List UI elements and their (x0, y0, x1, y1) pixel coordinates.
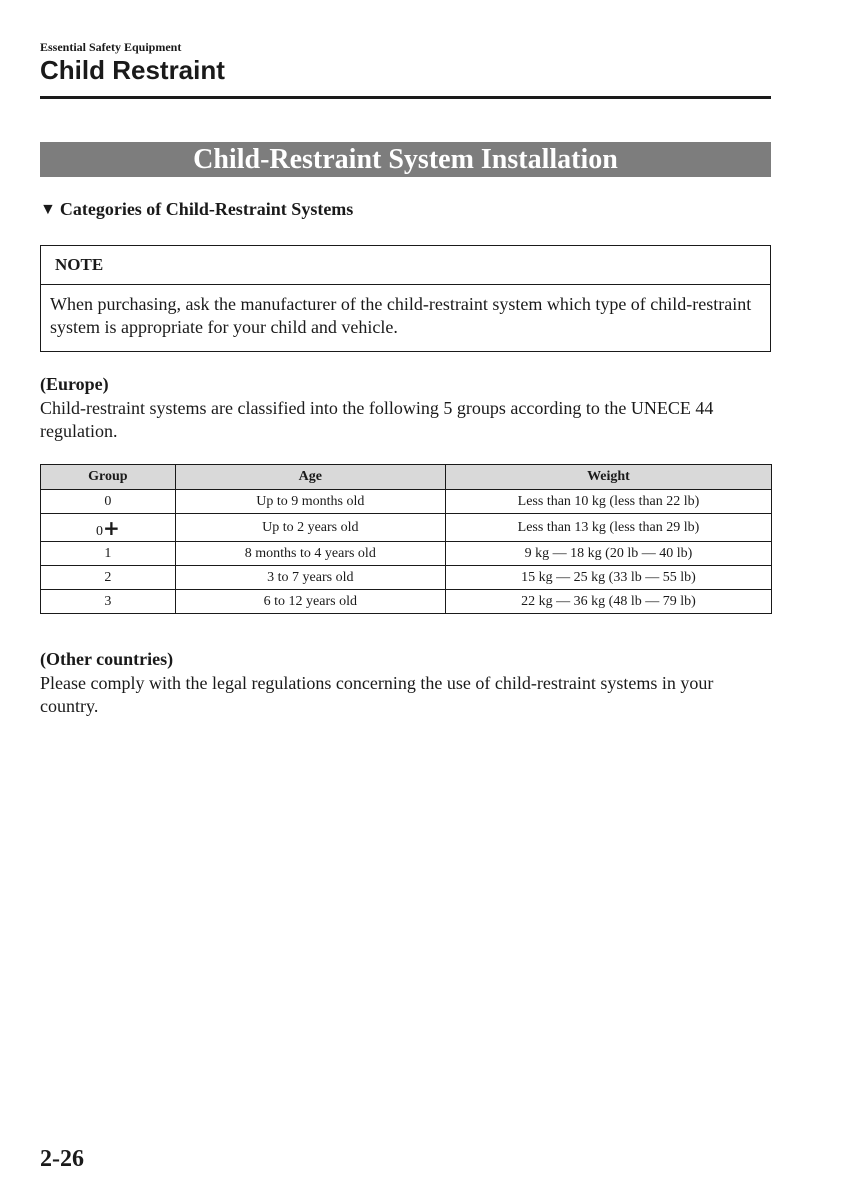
cell-age: Up to 2 years old (175, 514, 445, 542)
cell-age: Up to 9 months old (175, 490, 445, 514)
title-rule (40, 96, 771, 99)
table-row (41, 566, 772, 590)
plus-icon: + (102, 515, 120, 540)
note-body: When purchasing, ask the manufacturer of the child-restraint system which type of child-restraint system is appropriate for your child and vehicle. (50, 294, 752, 337)
group-value: 0 (95, 523, 103, 539)
group-value: 1 (104, 545, 112, 561)
section-banner: Child-Restraint System Installation (40, 142, 771, 177)
other-text: Please comply with the legal regulations concerning the use of child-restraint systems in your country. (40, 673, 714, 716)
group-value: 2 (104, 569, 112, 585)
other-heading: (Other countries) (40, 649, 174, 669)
header-age: Age (175, 465, 445, 490)
cell-age: 8 months to 4 years old (175, 542, 445, 566)
cell-weight: 22 kg — 36 kg (48 lb — 79 lb) (445, 590, 771, 614)
cell-group (41, 590, 176, 614)
subheading-text: Categories of Child-Restraint Systems (59, 199, 354, 219)
cell-group (41, 514, 176, 542)
cell-weight: 9 kg — 18 kg (20 lb — 40 lb) (445, 542, 771, 566)
cell-group (41, 542, 176, 566)
cell-age: 3 to 7 years old (175, 566, 445, 590)
europe-text: Child-restraint systems are classified into the following 5 groups according to the UNECE 44 regulation. (40, 398, 714, 441)
note-title: NOTE (41, 246, 770, 285)
table-row (41, 542, 772, 566)
group-table (40, 464, 772, 614)
cell-weight: Less than 10 kg (less than 22 lb) (445, 490, 771, 514)
table-row (41, 514, 772, 542)
section-label: Essential Safety Equipment (40, 40, 182, 54)
header-weight: Weight (445, 465, 771, 490)
cell-weight: Less than 13 kg (less than 29 lb) (445, 514, 771, 542)
group-value: 0 (104, 493, 112, 509)
cell-age: 6 to 12 years old (175, 590, 445, 614)
group-value: 3 (104, 593, 112, 609)
cell-group (41, 490, 176, 514)
cell-group (41, 566, 176, 590)
table-row (41, 490, 772, 514)
note-box (40, 245, 771, 352)
table-row (41, 590, 772, 614)
page-number: 2-26 (40, 1146, 84, 1172)
cell-weight: 15 kg — 25 kg (33 lb — 55 lb) (445, 566, 771, 590)
header-group: Group (41, 465, 176, 490)
triangle-down-icon: ▼ (40, 200, 56, 218)
subheading (40, 199, 353, 220)
chapter-title: Child Restraint (40, 55, 225, 85)
europe-heading: (Europe) (40, 374, 109, 394)
table-header-row (41, 465, 772, 490)
